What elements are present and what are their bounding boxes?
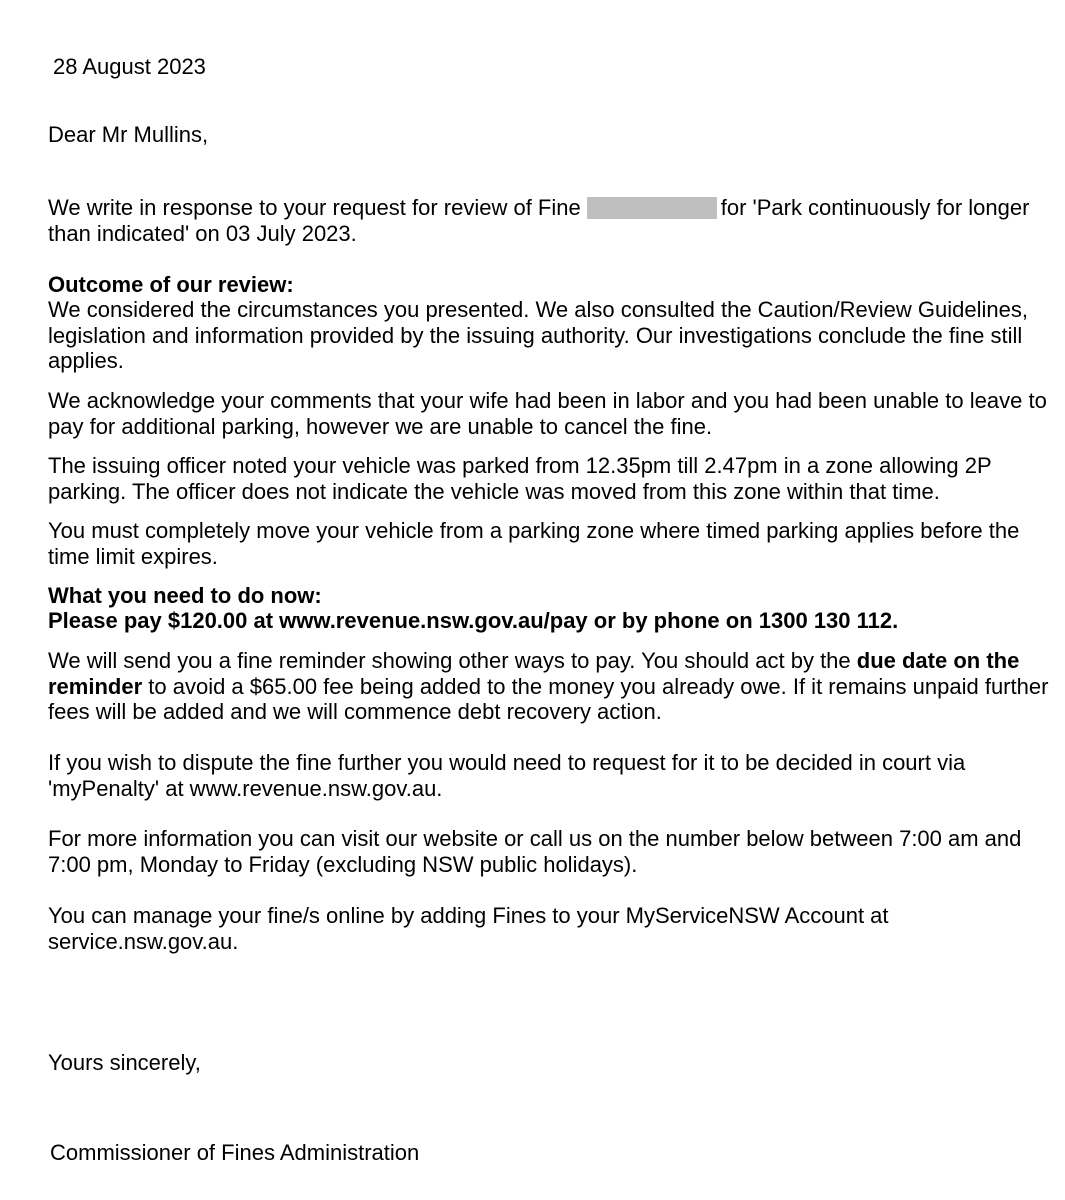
outcome-heading: Outcome of our review: xyxy=(48,272,294,297)
pay-instruction: Please pay $120.00 at www.revenue.nsw.gov.au/pay or by phone on 1300 130 112. xyxy=(48,608,899,633)
reminder-text-before: We will send you a fine reminder showing other ways to pay. You should act by the xyxy=(48,648,857,673)
outcome-paragraph-3: The issuing officer noted your vehicle was parked from 12.35pm till 2.47pm in a zone allowing 2P parking. The officer does not indicate the vehicle was moved from this zone within that time. xyxy=(48,453,992,504)
intro-text-after-fine: for 'Park continuously for longer than indicated' on 03 July 2023. xyxy=(48,195,1030,246)
action-heading: What you need to do now: xyxy=(48,583,322,608)
reminder-due-date: due date on the reminder xyxy=(48,648,1020,699)
outcome-paragraph-4: You must completely move your vehicle from a parking zone where timed parking applies before the time limit expires. xyxy=(48,518,1020,569)
salutation: Dear Mr Mullins, xyxy=(48,122,209,147)
intro-paragraph xyxy=(48,195,1058,246)
outcome-paragraph-1: We considered the circumstances you presented. We also consulted the Caution/Review Guidelines, legislation and information provided by the issuing authority. Our investigations conclude the fine still applies. xyxy=(48,297,1028,373)
reminder-text-after: to avoid a $65.00 fee being added to the money you already owe. If it remains unpaid further fees will be added and we will commence debt recovery action. xyxy=(48,673,1049,724)
more-info-paragraph: For more information you can visit our website or call us on the number below between 7:00 am and 7:00 pm, Monday to Friday (excluding NSW public holidays). xyxy=(48,826,1022,877)
signatory: Commissioner of Fines Administration xyxy=(50,1140,420,1165)
dispute-paragraph: If you wish to dispute the fine further you would need to request for it to be decided in court via 'myPenalty' at www.revenue.nsw.gov.au. xyxy=(48,750,966,801)
outcome-paragraph-2: We acknowledge your comments that your wife had been in labor and you had been unable to leave to pay for additional parking, however we are unable to cancel the fine. xyxy=(48,388,1047,439)
letter-date: 28 August 2023 xyxy=(53,54,206,79)
redacted-fine-number xyxy=(587,197,717,219)
closing: Yours sincerely, xyxy=(48,1050,201,1075)
intro-text-before-fine: We write in response to your request for review of Fine xyxy=(48,195,581,220)
reminder-paragraph xyxy=(48,648,1058,725)
manage-online-paragraph: You can manage your fine/s online by adding Fines to your MyServiceNSW Account at service.nsw.gov.au. xyxy=(48,903,889,954)
